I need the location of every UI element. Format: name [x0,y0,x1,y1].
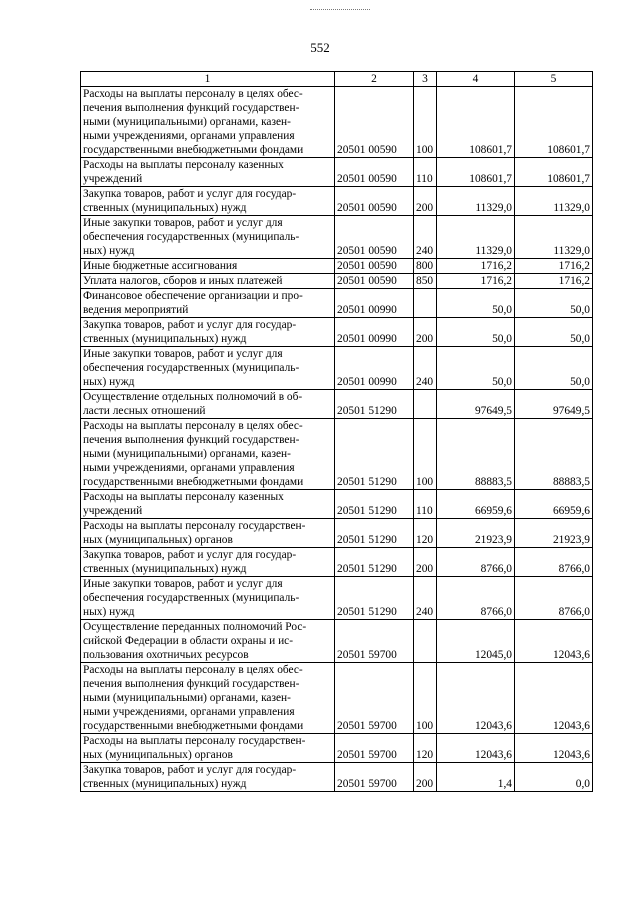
amount-col5: 21923,9 [515,519,593,548]
expense-name: Расходы на выплаты персоналу в целях обес- печения выполнения функций государствен- ными (муниципальными) органами, казен- ными учреждениями, органами управления государственными внебюджетными фондами [81,419,335,490]
amount-col4: 11329,0 [437,216,515,259]
classification-code: 20501 00990 [335,318,414,347]
column-header-4: 4 [437,72,515,87]
table-row [81,419,593,490]
page-number: 552 [310,40,330,55]
amount-col4: 12043,6 [437,734,515,763]
classification-code: 20501 51290 [335,419,414,490]
expense-type-code: 120 [414,734,437,763]
expense-name: Расходы на выплаты персоналу государствен- ных (муниципальных) органов [81,519,335,548]
expense-type-code: 120 [414,519,437,548]
amount-col5: 88883,5 [515,419,593,490]
classification-code: 20501 00590 [335,274,414,289]
amount-col4: 108601,7 [437,158,515,187]
table-row [81,87,593,158]
amount-col4: 1716,2 [437,274,515,289]
classification-code: 20501 00990 [335,289,414,318]
amount-col4: 1716,2 [437,259,515,274]
expense-type-code: 100 [414,87,437,158]
classification-code: 20501 00590 [335,216,414,259]
amount-col5: 8766,0 [515,548,593,577]
amount-col4: 50,0 [437,289,515,318]
column-header-3: 3 [414,72,437,87]
expense-name: Иные закупки товаров, работ и услуг для обеспечения государственных (муниципаль- ных) нужд [81,347,335,390]
expense-name: Осуществление переданных полномочий Рос- сийской Федерации в области охраны и ис- пользования охотничьих ресурсов [81,620,335,663]
table-row [81,187,593,216]
expense-type-code: 200 [414,318,437,347]
column-header-2: 2 [335,72,414,87]
classification-code: 20501 59700 [335,620,414,663]
expense-name: Осуществление отдельных полномочий в об- ласти лесных отношений [81,390,335,419]
expense-name: Финансовое обеспечение организации и про- ведения мероприятий [81,289,335,318]
classification-code: 20501 59700 [335,763,414,792]
expense-name: Уплата налогов, сборов и иных платежей [81,274,335,289]
expense-type-code: 240 [414,577,437,620]
amount-col5: 1716,2 [515,259,593,274]
expense-name: Иные бюджетные ассигнования [81,259,335,274]
classification-code: 20501 51290 [335,577,414,620]
expense-type-code: 200 [414,763,437,792]
expense-name: Расходы на выплаты персоналу в целях обес- печения выполнения функций государствен- ными (муниципальными) органами, казен- ными учреждениями, органами управления государственными внебюджетными фондами [81,87,335,158]
classification-code: 20501 51290 [335,519,414,548]
expense-name: Закупка товаров, работ и услуг для государ- ственных (муниципальных) нужд [81,763,335,792]
top-rule [310,9,370,10]
expense-type-code: 850 [414,274,437,289]
amount-col5: 108601,7 [515,158,593,187]
header-row [81,72,593,87]
table-row [81,259,593,274]
expense-type-code: 110 [414,490,437,519]
amount-col5: 66959,6 [515,490,593,519]
expense-type-code: 110 [414,158,437,187]
expense-type-code: 100 [414,663,437,734]
classification-code: 20501 00590 [335,87,414,158]
expense-type-code: 100 [414,419,437,490]
amount-col4: 12043,6 [437,663,515,734]
expense-name: Расходы на выплаты персоналу казенных учреждений [81,158,335,187]
classification-code: 20501 51290 [335,490,414,519]
expense-name: Закупка товаров, работ и услуг для государ- ственных (муниципальных) нужд [81,187,335,216]
expense-type-code [414,289,437,318]
table-row [81,734,593,763]
table-row [81,318,593,347]
amount-col5: 12043,6 [515,663,593,734]
amount-col4: 88883,5 [437,419,515,490]
expense-type-code: 240 [414,216,437,259]
classification-code: 20501 00590 [335,158,414,187]
expense-name: Закупка товаров, работ и услуг для государ- ственных (муниципальных) нужд [81,318,335,347]
classification-code: 20501 00590 [335,259,414,274]
expense-name: Иные закупки товаров, работ и услуг для обеспечения государственных (муниципаль- ных) нужд [81,216,335,259]
table-row [81,577,593,620]
amount-col4: 8766,0 [437,577,515,620]
amount-col5: 1716,2 [515,274,593,289]
table-row [81,548,593,577]
expense-type-code [414,390,437,419]
expense-name: Расходы на выплаты персоналу казенных учреждений [81,490,335,519]
amount-col5: 11329,0 [515,187,593,216]
amount-col4: 50,0 [437,318,515,347]
classification-code: 20501 00590 [335,187,414,216]
table-row [81,620,593,663]
amount-col5: 12043,6 [515,734,593,763]
budget-table [80,71,593,792]
expense-type-code: 200 [414,548,437,577]
table-row [81,663,593,734]
amount-col4: 21923,9 [437,519,515,548]
table-row [81,216,593,259]
classification-code: 20501 59700 [335,663,414,734]
expense-type-code: 800 [414,259,437,274]
amount-col4: 1,4 [437,763,515,792]
amount-col4: 97649,5 [437,390,515,419]
amount-col4: 108601,7 [437,87,515,158]
amount-col5: 50,0 [515,318,593,347]
amount-col5: 12043,6 [515,620,593,663]
table-row [81,274,593,289]
amount-col5: 0,0 [515,763,593,792]
amount-col5: 97649,5 [515,390,593,419]
expense-type-code: 240 [414,347,437,390]
amount-col5: 108601,7 [515,87,593,158]
expense-type-code: 200 [414,187,437,216]
amount-col5: 50,0 [515,289,593,318]
amount-col4: 50,0 [437,347,515,390]
amount-col5: 8766,0 [515,577,593,620]
table-row [81,347,593,390]
classification-code: 20501 51290 [335,548,414,577]
amount-col4: 66959,6 [437,490,515,519]
classification-code: 20501 51290 [335,390,414,419]
table-row [81,289,593,318]
column-header-1: 1 [81,72,335,87]
amount-col4: 11329,0 [437,187,515,216]
table-row [81,158,593,187]
expense-type-code [414,620,437,663]
classification-code: 20501 59700 [335,734,414,763]
table-row [81,763,593,792]
column-header-5: 5 [515,72,593,87]
table-row [81,490,593,519]
amount-col5: 11329,0 [515,216,593,259]
expense-name: Иные закупки товаров, работ и услуг для обеспечения государственных (муниципаль- ных) нужд [81,577,335,620]
expense-name: Расходы на выплаты персоналу государствен- ных (муниципальных) органов [81,734,335,763]
amount-col4: 12045,0 [437,620,515,663]
expense-name: Расходы на выплаты персоналу в целях обес- печения выполнения функций государствен- ными (муниципальными) органами, казен- ными учреждениями, органами управления государственными внебюджетными фондами [81,663,335,734]
classification-code: 20501 00990 [335,347,414,390]
amount-col5: 50,0 [515,347,593,390]
amount-col4: 8766,0 [437,548,515,577]
expense-name: Закупка товаров, работ и услуг для государ- ственных (муниципальных) нужд [81,548,335,577]
table-row [81,390,593,419]
table-row [81,519,593,548]
